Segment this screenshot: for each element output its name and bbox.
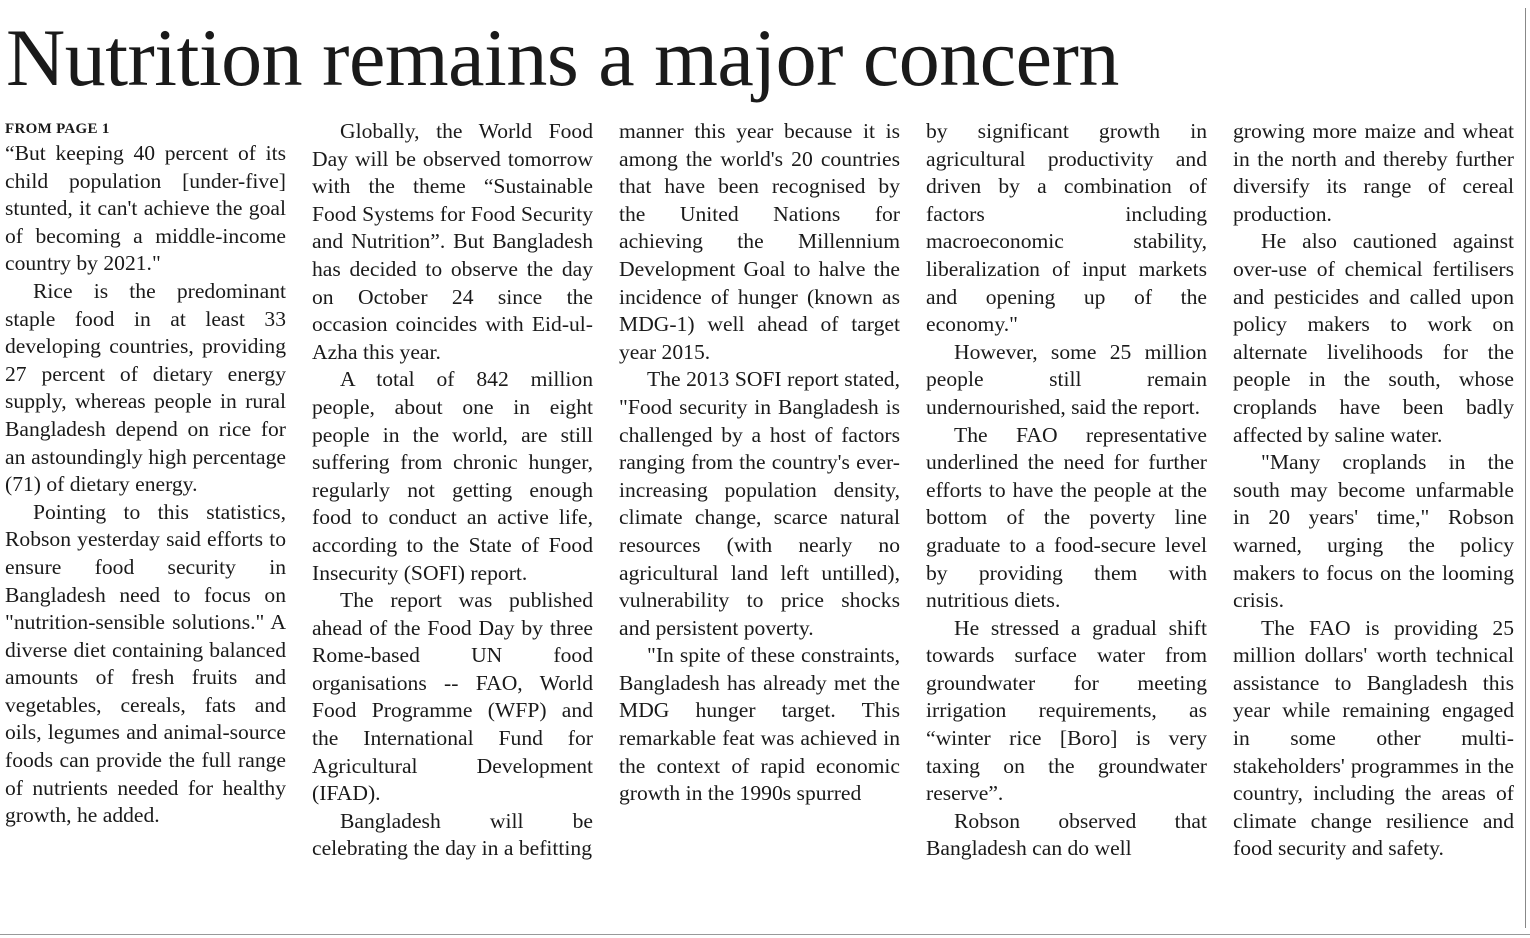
paragraph: The report was published ahead of the Food Day by three Rome-based UN food organisations -- FAO, World Food Programme (WFP) and the International Fund for Agricultural Development (IFAD). bbox=[312, 588, 593, 806]
headline: Nutrition remains a major concern bbox=[6, 12, 1119, 103]
column-edge-rule bbox=[1525, 8, 1526, 928]
paragraph: A total of 842 million people, about one in eight people in the world, are still suffering from chronic hunger, regularly not getting enough food to conduct an active life, according to the State of Food Insecurity (SOFI) report. bbox=[312, 367, 593, 585]
paragraph: Rice is the predominant staple food in at least 33 developing countries, providing 27 percent of dietary energy supply, whereas people in rural Bangladesh depend on rice for an astoundingly high percentage (71) of dietary energy. bbox=[5, 278, 286, 497]
paragraph: He also cautioned against over-use of chemical fertilisers and pesticides and called upon policy makers to work on alternate livelihoods for the people in the south, whose croplands have been badly affected by saline water. bbox=[1233, 229, 1514, 447]
paragraph: Robson observed that Bangladesh can do well bbox=[926, 808, 1207, 861]
paragraph: "Many croplands in the south may become unfarmable in 20 years' time," Robson warned, urging the policy makers to focus on the looming crisis. bbox=[1233, 450, 1514, 613]
paragraph: by significant growth in agricultural productivity and driven by a combination of factors including macroeconomic stability, liberalization of input markets and opening up of the economy." bbox=[926, 119, 1207, 337]
article-column-3 bbox=[619, 118, 900, 926]
paragraph: He stressed a gradual shift towards surface water from groundwater for meeting irrigation requirements, as “winter rice [Boro] is very taxing on the groundwater reserve”. bbox=[926, 615, 1207, 806]
paragraph: Bangladesh will be celebrating the day in a befitting bbox=[312, 808, 593, 861]
article-column-5 bbox=[1233, 118, 1514, 926]
paragraph: The FAO representative underlined the need for further efforts to have the people at the bottom of the poverty line graduate to a food-secure level by providing them with nutritious diets. bbox=[926, 422, 1207, 613]
paragraph: growing more maize and wheat in the north and thereby further diversify its range of cereal production. bbox=[1233, 119, 1514, 226]
article-column-4 bbox=[926, 118, 1207, 926]
article-column-1 bbox=[5, 118, 286, 926]
article-column-2 bbox=[312, 118, 593, 926]
paragraph: "In spite of these constraints, Bangladesh has already met the MDG hunger target. This remarkable feat was achieved in the context of rapid economic growth in the 1990s spurred bbox=[619, 643, 900, 806]
paragraph: manner this year because it is among the world's 20 countries that have been recognised by the United Nations for achieving the Millennium Development Goal to halve the incidence of hunger (known as MDG-1) well ahead of target year 2015. bbox=[619, 119, 900, 364]
article-body bbox=[5, 118, 1517, 926]
page-bottom-rule bbox=[0, 934, 1530, 935]
paragraph: The FAO is providing 25 million dollars' worth technical assistance to Bangladesh this year while remaining engaged in some other multi-stakeholders' programmes in the country, including the areas of climate change resilience and food security and safety. bbox=[1233, 615, 1514, 861]
paragraph: “But keeping 40 percent of its child population [under-five] stunted, it can't achieve the goal of becoming a middle-income country by 2021." bbox=[5, 141, 286, 276]
paragraph: The 2013 SOFI report stated, "Food security in Bangladesh is challenged by a host of factors ranging from the country's ever-increasing population density, climate change, scarce natural resources (with nearly no agricultural land left untilled), vulnerability to price shocks and persistent poverty. bbox=[619, 367, 900, 640]
paragraph: Pointing to this statistics, Robson yesterday said efforts to ensure food security in Bangladesh need to focus on "nutrition-sensible solutions." A diverse diet containing balanced amounts of fresh fruits and vegetables, cereals, fats and oils, legumes and animal-source foods can provide the full range of nutrients needed for healthy growth, he added. bbox=[5, 499, 286, 828]
paragraph: Globally, the World Food Day will be observed tomorrow with the theme “Sustainable Food Systems for Food Security and Nutrition”. But Bangladesh has decided to observe the day on October 24 since the occasion coincides with Eid-ul-Azha this year. bbox=[312, 119, 593, 364]
continuation-kicker: FROM PAGE 1 bbox=[5, 121, 110, 137]
paragraph: However, some 25 million people still remain undernourished, said the report. bbox=[926, 339, 1207, 419]
